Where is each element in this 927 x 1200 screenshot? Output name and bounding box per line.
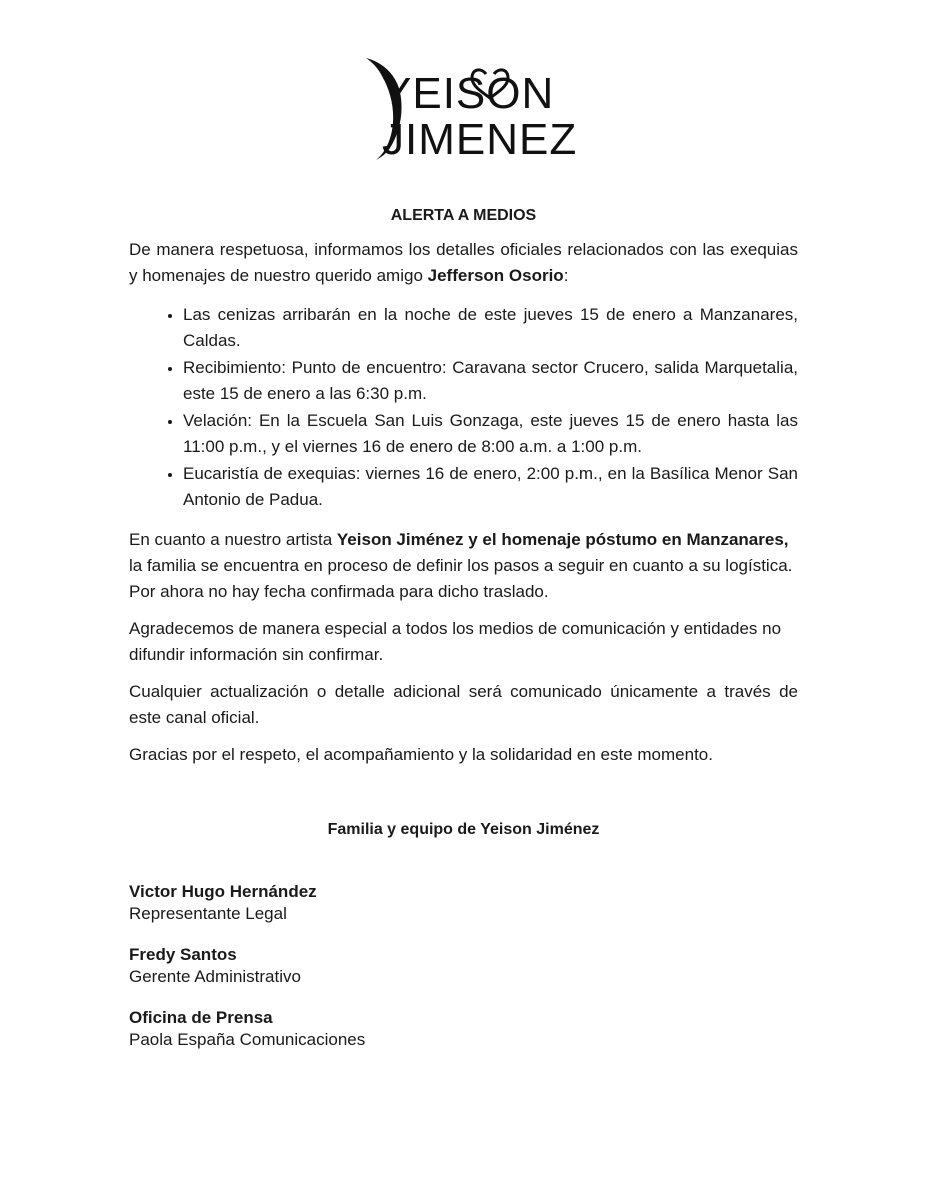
- artist-end: la familia se encuentra en proceso de definir los pasos a seguir en cuanto a su logística. Por ahora no hay fecha confirmada para dicho traslado.: [129, 556, 793, 601]
- signature-name: Oficina de Prensa: [129, 1008, 273, 1027]
- updates-paragraph: Cualquier actualización o detalle adicional será comunicado únicamente a través de este canal oficial.: [129, 682, 798, 727]
- closing-signature-line: Familia y equipo de Yeison Jiménez: [327, 821, 600, 838]
- intro-text: De manera respetuosa, informamos los detalles oficiales relacionados con las exequias y homenajes de nuestro querido amigo: [129, 240, 798, 285]
- logo-line2: JIMENEZ: [382, 115, 578, 164]
- yeison-jimenez-logo: [360, 52, 578, 164]
- signature-role: Representante Legal: [129, 904, 287, 923]
- intro-end: :: [563, 266, 569, 285]
- signature-name: Victor Hugo Hernández: [129, 882, 317, 901]
- list-item: • Las cenizas arribarán en la noche de este jueves 15 de enero a Manzanares, Caldas.: [183, 302, 798, 354]
- artist-start: En cuanto a nuestro artista: [129, 530, 337, 549]
- list-item: • Eucaristía de exequias: viernes 16 de enero, 2:00 p.m., en la Basílica Menor San Antonio de Padua.: [183, 461, 798, 513]
- list-item: • Velación: En la Escuela San Luis Gonzaga, este jueves 15 de enero hasta las 11:00 p.m., y el viernes 16 de enero de 8:00 a.m. a 1:00 p.m.: [183, 408, 798, 460]
- media-thanks-paragraph: Agradecemos de manera especial a todos los medios de comunicación y entidades no difundir información sin confirmar.: [129, 619, 782, 664]
- intro-paragraph: [129, 237, 798, 289]
- signature-role: Paola España Comunicaciones: [129, 1030, 366, 1049]
- signature-block: [129, 1007, 798, 1051]
- document-title: ALERTA A MEDIOS: [390, 207, 537, 224]
- signature-name: Fredy Santos: [129, 945, 237, 964]
- details-list: [129, 302, 798, 513]
- logo-line1: YEISON: [382, 69, 555, 118]
- signature-block: [129, 881, 798, 925]
- signature-block: [129, 944, 798, 988]
- artist-paragraph: [129, 527, 798, 605]
- signature-role: Gerente Administrativo: [129, 967, 301, 986]
- list-item: • Recibimiento: Punto de encuentro: Caravana sector Crucero, salida Marquetalia, este 15 de enero a las 6:30 p.m.: [183, 355, 798, 407]
- gratitude-paragraph: Gracias por el respeto, el acompañamiento y la solidaridad en este momento.: [129, 745, 713, 764]
- artist-bold: Yeison Jiménez y el homenaje póstumo en Manzanares,: [336, 530, 789, 549]
- intro-bold-name: Jefferson Osorio: [427, 266, 564, 285]
- document-body: [129, 203, 798, 1070]
